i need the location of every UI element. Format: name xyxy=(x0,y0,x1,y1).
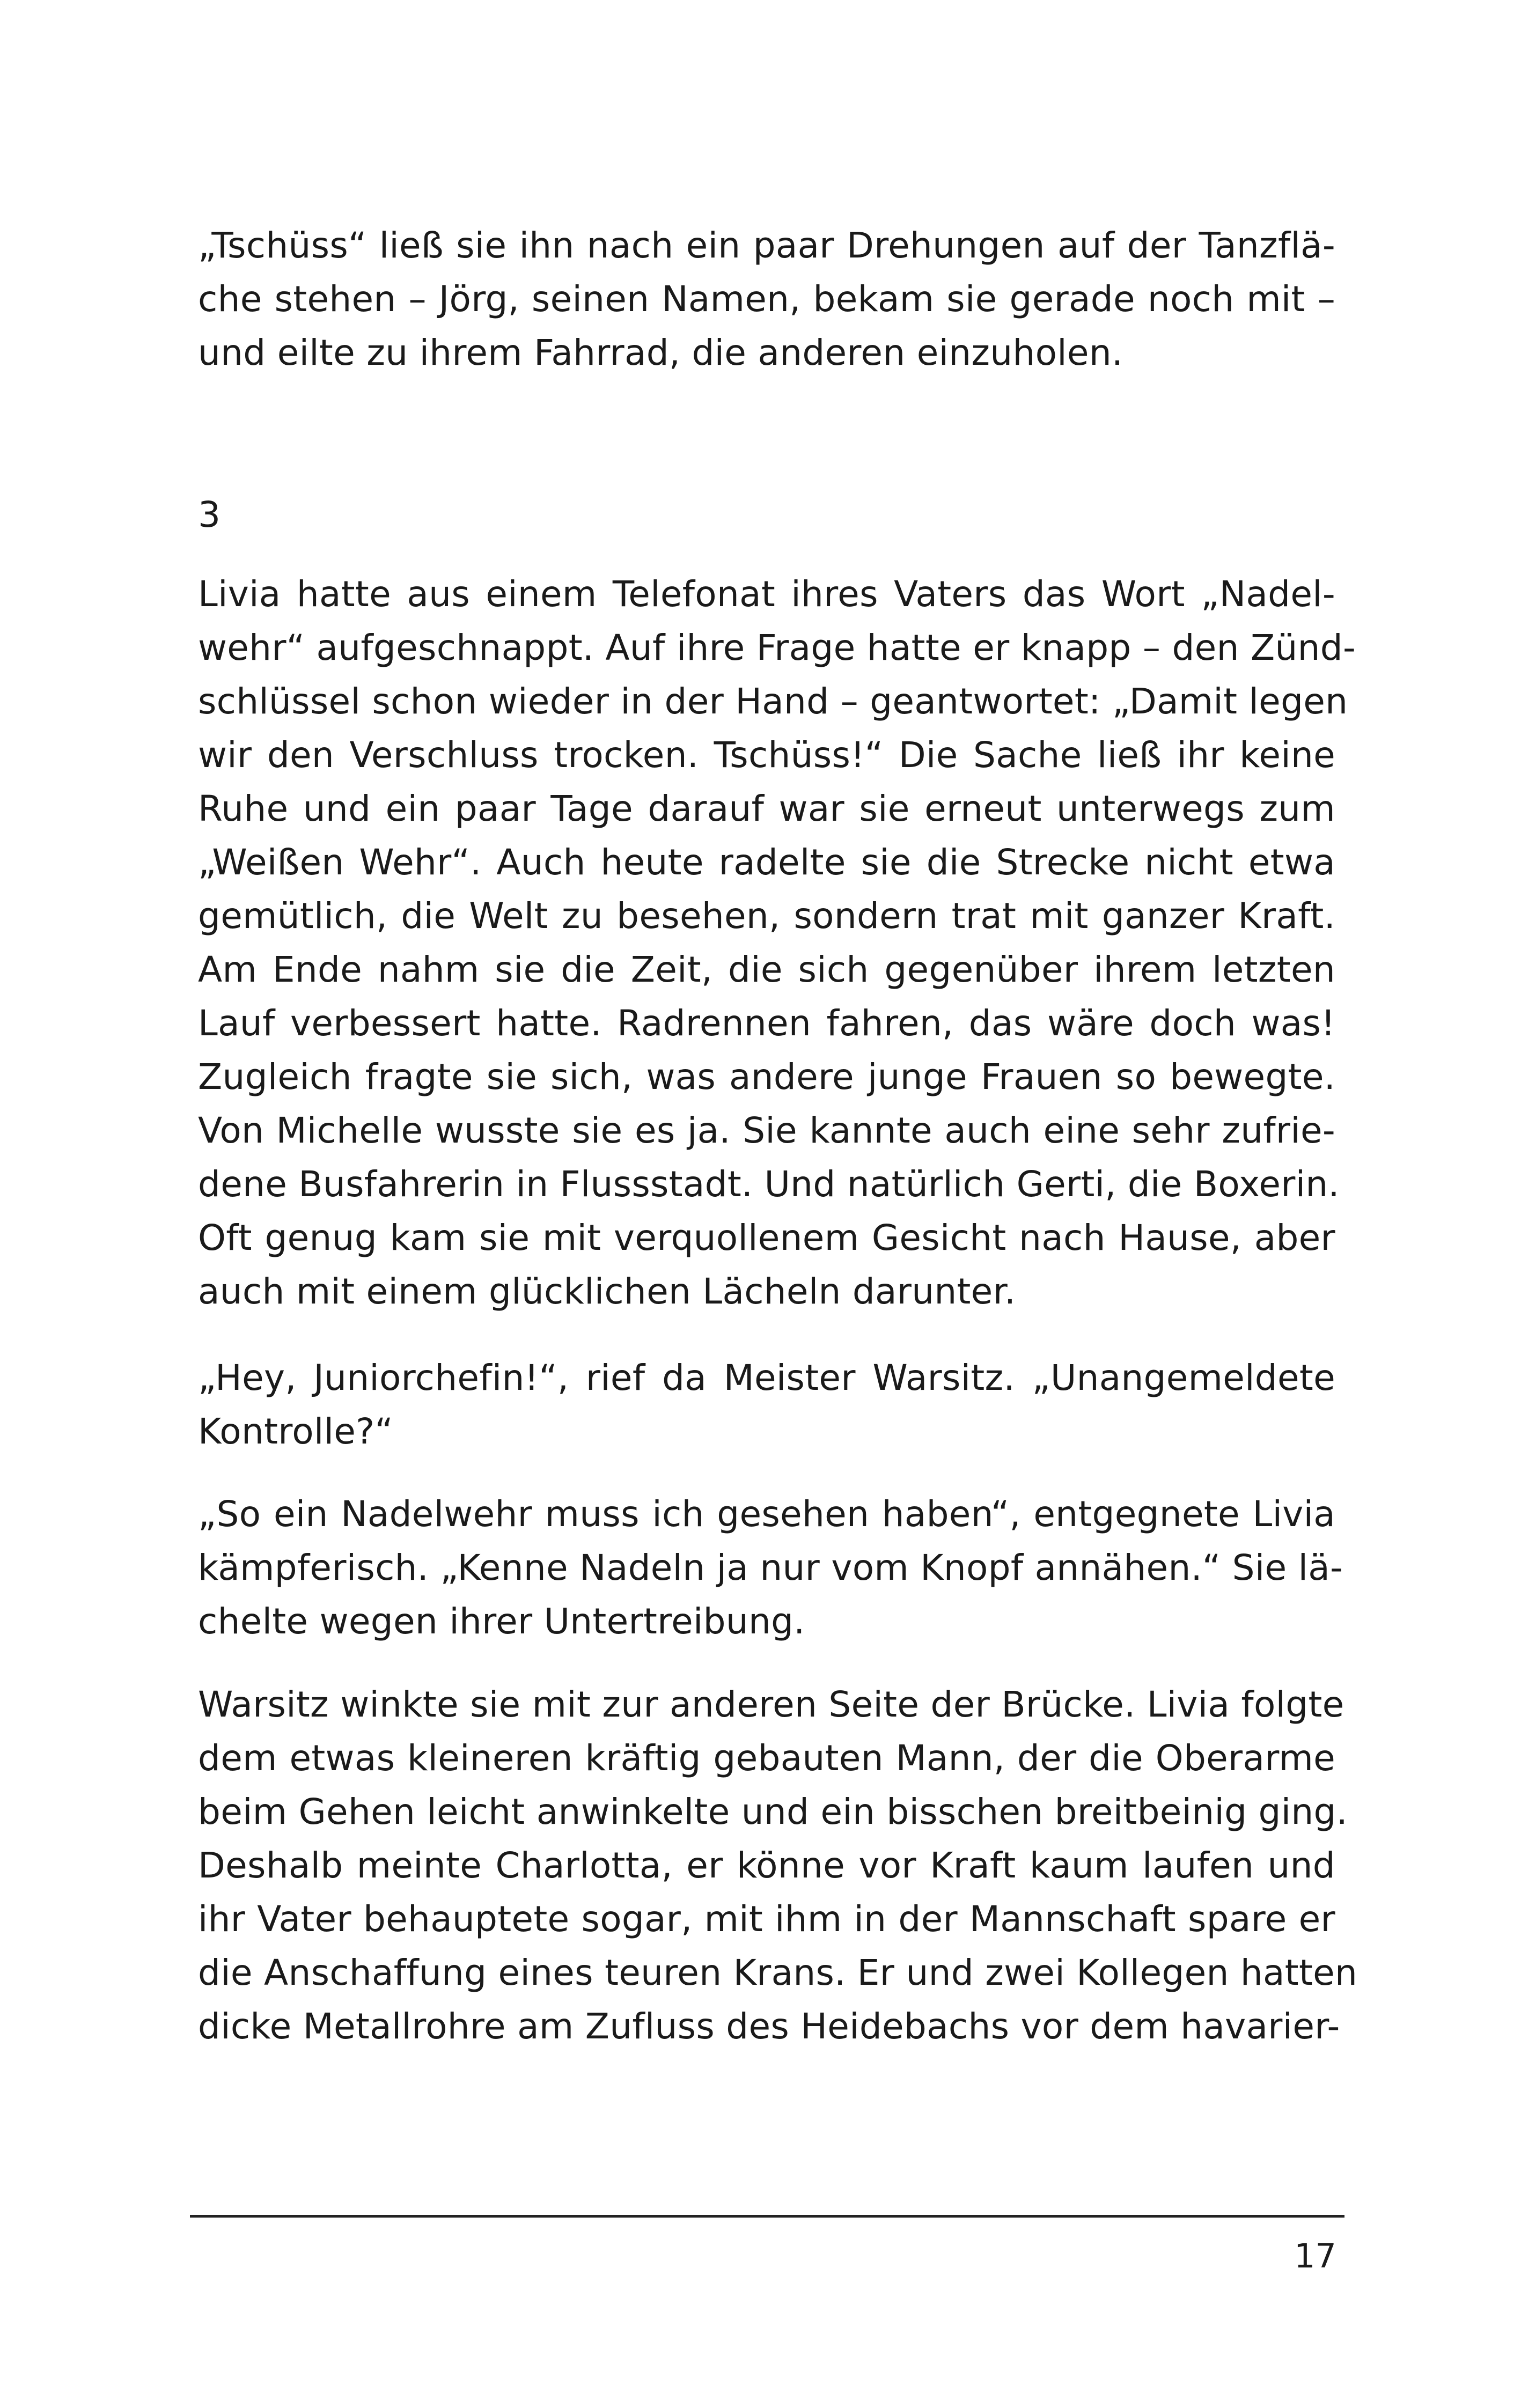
paragraph xyxy=(198,1487,1343,1648)
text-line: wir den Verschluss trocken. Tschüss!“ Die Sache ließ ihr keine xyxy=(198,734,1335,776)
text-line: Warsitz winkte sie mit zur anderen Seite der Brücke. Livia folgte xyxy=(198,1684,1344,1725)
text-line: Kontrolle?“ xyxy=(198,1411,393,1452)
paragraph xyxy=(198,1351,1335,1459)
text-line: und eilte zu ihrem Fahrrad, die anderen einzuholen. xyxy=(198,332,1123,373)
paragraph xyxy=(198,568,1356,1319)
text-line: Ruhe und ein paar Tage darauf war sie erneut unterwegs zum xyxy=(198,788,1335,829)
text-line: dem etwas kleineren kräftig gebauten Mann, der die Oberarme xyxy=(198,1737,1335,1779)
footer-divider xyxy=(190,2215,1344,2218)
text-line: schlüssel schon wieder in der Hand – geantwortet: „Damit legen xyxy=(198,681,1348,722)
text-line: ihr Vater behauptete sogar, mit ihm in der Mannschaft spare er xyxy=(198,1898,1335,1940)
text-line: beim Gehen leicht anwinkelte und ein bisschen breitbeinig ging. xyxy=(198,1791,1348,1832)
text-line: che stehen – Jörg, seinen Namen, bekam sie gerade noch mit – xyxy=(198,278,1335,320)
text-line: auch mit einem glücklichen Lächeln darunter. xyxy=(198,1271,1016,1312)
text-line: chelte wegen ihrer Untertreibung. xyxy=(198,1601,805,1642)
text-line: „Tschüss“ ließ sie ihn nach ein paar Drehungen auf der Tanzflä- xyxy=(198,225,1335,266)
page-number: 17 xyxy=(1294,2236,1336,2276)
text-line: Lauf verbessert hatte. Radrennen fahren, das wäre doch was! xyxy=(198,1003,1335,1044)
text-line: Am Ende nahm sie die Zeit, die sich gegenüber ihrem letzten xyxy=(198,949,1335,990)
text-line: wehr“ aufgeschnappt. Auf ihre Frage hatte er knapp – den Zünd- xyxy=(198,627,1356,668)
text-line: dene Busfahrerin in Flussstadt. Und natürlich Gerti, die Boxerin. xyxy=(198,1164,1340,1205)
text-line: Oft genug kam sie mit verquollenem Gesicht nach Hause, aber xyxy=(198,1217,1335,1258)
text-line: „Hey, Juniorchefin!“, rief da Meister Warsitz. „Unangemeldete xyxy=(198,1357,1335,1398)
text-line: Zugleich fragte sie sich, was andere junge Frauen so bewegte. xyxy=(198,1056,1335,1098)
text-line: Von Michelle wusste sie es ja. Sie kannte auch eine sehr zufrie- xyxy=(198,1110,1335,1151)
paragraph xyxy=(198,219,1335,380)
text-line: gemütlich, die Welt zu besehen, sondern trat mit ganzer Kraft. xyxy=(198,895,1335,937)
paragraph xyxy=(198,1678,1358,2053)
text-line: „Weißen Wehr“. Auch heute radelte sie die Strecke nicht etwa xyxy=(198,842,1335,883)
text-line: dicke Metallrohre am Zufluss des Heidebachs vor dem havarier- xyxy=(198,2006,1340,2047)
text-line: die Anschaffung eines teuren Krans. Er und zwei Kollegen hatten xyxy=(198,1952,1358,1993)
text-line: „So ein Nadelwehr muss ich gesehen haben“, entgegnete Livia xyxy=(198,1493,1335,1535)
text-line: Deshalb meinte Charlotta, er könne vor Kraft kaum laufen und xyxy=(198,1845,1335,1886)
text-line: Livia hatte aus einem Telefonat ihres Vaters das Wort „Nadel- xyxy=(198,573,1335,615)
chapter-number: 3 xyxy=(198,494,221,535)
text-line: kämpferisch. „Kenne Nadeln ja nur vom Knopf annähen.“ Sie lä- xyxy=(198,1547,1343,1588)
